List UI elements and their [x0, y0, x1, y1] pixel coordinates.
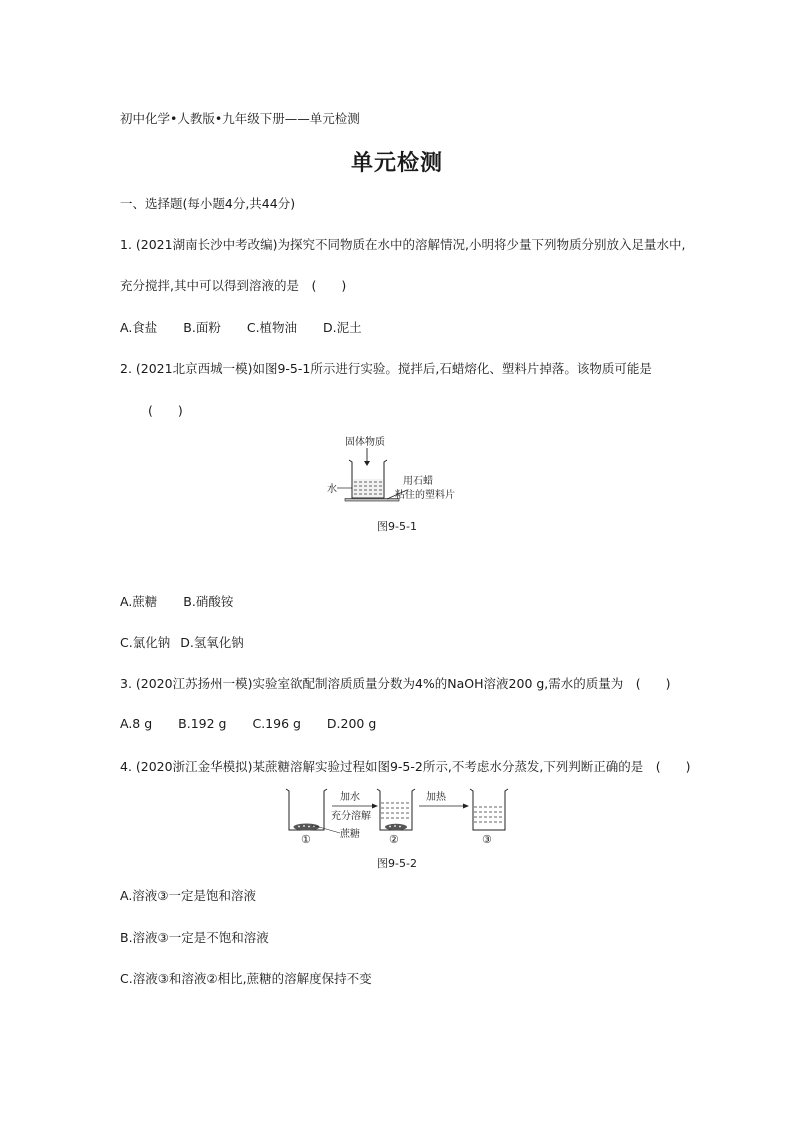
q3-options — [120, 716, 376, 731]
q3-option-a: A.8 g — [120, 716, 153, 731]
q1-option-b: B.面粉 — [183, 320, 221, 335]
fig2-solution-lines-3 — [474, 807, 504, 822]
fig2-num-2: ② — [389, 833, 399, 846]
q2-options-row1 — [120, 592, 233, 610]
q4-option-a: A.溶液③一定是饱和溶液 — [120, 888, 257, 903]
fig2-label-heat: 加热 — [426, 792, 446, 803]
figure-9-5-1 — [325, 432, 485, 508]
q2-option-b: B.硝酸铵 — [183, 594, 234, 609]
figure-caption-9-5-1: 图9-5-1 — [377, 520, 417, 533]
fig1-plastic-plate — [345, 499, 399, 502]
section-heading: 一、选择题(每小题4分,共44分) — [120, 196, 296, 211]
q1-option-d: D.泥土 — [323, 320, 362, 335]
q1-option-c: C.植物油 — [246, 320, 298, 335]
q2-stem-line2: ( ) — [148, 403, 183, 418]
page-title: 单元检测 — [350, 151, 443, 176]
q2-option-a: A.蔗糖 — [120, 594, 158, 609]
fig1-arrow-head — [364, 461, 370, 466]
q3-option-d: D.200 g — [326, 716, 377, 731]
q1-stem-line1: 1. (2021湖南长沙中考改编)为探究不同物质在水中的溶解情况,小明将少量下列物质分别放入足量水中, — [120, 237, 686, 252]
fig2-num-1: ① — [301, 833, 311, 846]
q1-options — [120, 318, 362, 336]
fig1-water — [353, 479, 383, 497]
q2-stem-line1: 2. (2021北京西城一模)如图9-5-1所示进行实验。搅拌后,石蜡熔化、塑料片掉落。该物质可能是 — [120, 361, 652, 376]
q1-option-a: A.食盐 — [120, 320, 158, 335]
q2-options-row2 — [120, 633, 244, 651]
q2-option-d: D.氢氧化钠 — [180, 635, 244, 650]
q4-stem: 4. (2020浙江金华模拟)某蔗糖溶解实验过程如图9-5-2所示,不考虑水分蒸发,下列判断正确的是 ( ) — [120, 759, 691, 774]
document-header: 初中化学•人教版•九年级下册——单元检测 — [120, 111, 360, 126]
q1-stem-line2: 充分搅拌,其中可以得到溶液的是 ( ) — [120, 278, 347, 293]
q3-option-c: C.196 g — [252, 716, 301, 731]
fig2-num-3: ③ — [482, 833, 492, 846]
figure-caption-9-5-2: 图9-5-2 — [377, 857, 417, 870]
fig2-label-add-water: 加水 — [340, 792, 360, 803]
fig2-sugar-pile-1 — [294, 824, 320, 831]
fig1-label-plate2: 粘住的塑料片 — [395, 490, 455, 501]
q3-stem: 3. (2020江苏扬州一模)实验室欲配制溶质质量分数为4%的NaOH溶液200 g,需水的质量为 ( ) — [120, 676, 671, 691]
q4-option-b: B.溶液③一定是不饱和溶液 — [120, 930, 269, 945]
fig1-label-plate1: 用石蜡 — [403, 476, 433, 487]
q2-option-c: C.氯化钠 — [120, 635, 171, 650]
fig2-beaker-3 — [470, 789, 508, 830]
q3-option-b: B.192 g — [178, 716, 227, 731]
fig2-label-dissolve: 充分溶解 — [331, 811, 371, 822]
fig2-solution-lines-2 — [381, 803, 411, 818]
fig2-arrow-2-head — [463, 804, 469, 809]
figure-9-5-2 — [284, 785, 510, 849]
fig2-arrow-1-head — [372, 804, 378, 809]
fig1-label-water: 水 — [327, 484, 337, 495]
fig1-label-solid: 固体物质 — [345, 437, 385, 448]
fig2-sugar-pile-2 — [385, 824, 407, 830]
q4-option-c: C.溶液③和溶液②相比,蔗糖的溶解度保持不变 — [120, 971, 372, 986]
fig2-label-sugar: 蔗糖 — [340, 829, 360, 840]
